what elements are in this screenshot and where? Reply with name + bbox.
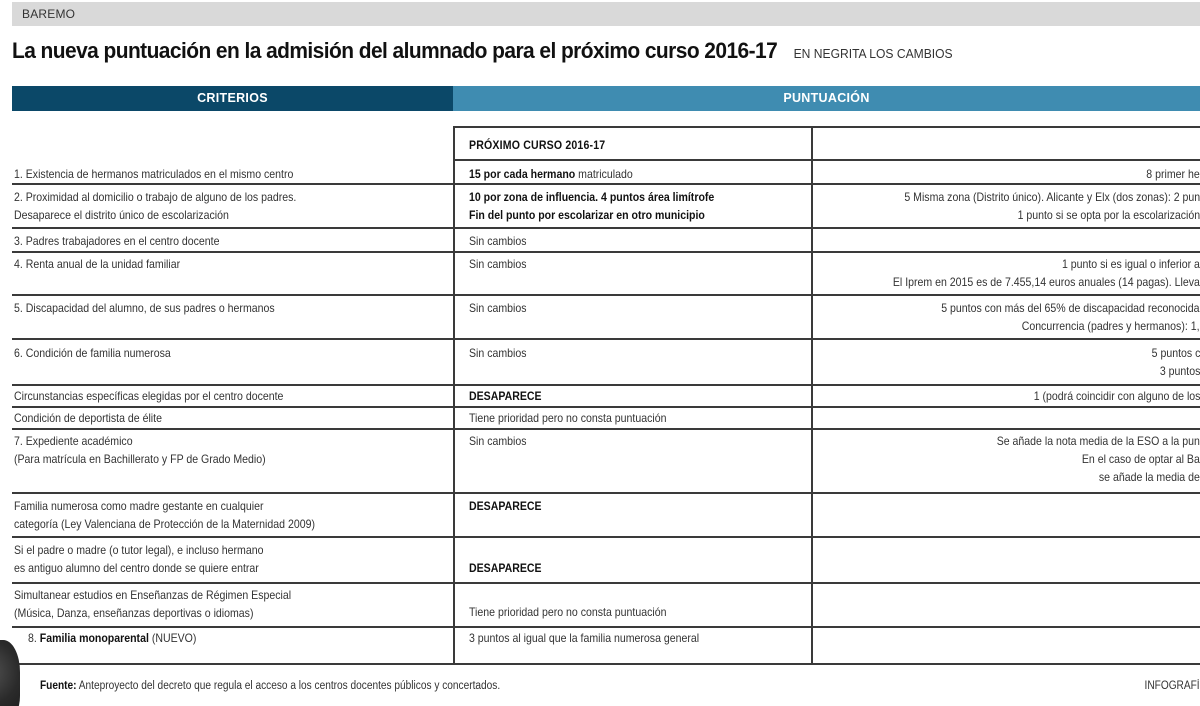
criterio-cell: 4. Renta anual de la unidad familiar	[14, 257, 181, 271]
row-divider	[12, 492, 1200, 494]
proximo-cell: Sin cambios	[469, 257, 527, 271]
criterio-cell: Condición de deportista de élite	[14, 411, 162, 425]
criterio-cell: 6. Condición de familia numerosa	[14, 346, 171, 360]
actual-cell: 8 primer he	[1146, 167, 1200, 181]
row-divider	[12, 428, 1200, 430]
headline-title: La nueva puntuación en la admisión del alumnado para el próximo curso 2016-17	[12, 38, 778, 63]
proximo-cell: DESAPARECE	[469, 499, 542, 513]
row-divider	[12, 251, 1200, 253]
row-divider	[12, 582, 1200, 584]
row-divider	[12, 384, 1200, 386]
actual-cell: 5 puntos con más del 65% de discapacidad reconocida Concurrencia (padres y hermanos): 1,	[941, 301, 1200, 333]
headline-note: EN NEGRITA LOS CAMBIOS	[793, 46, 953, 61]
proximo-cell: Sin cambios	[469, 301, 527, 315]
criterio-cell: 2. Proximidad al domicilio o trabajo de alguno de los padres. Desaparece el distrito único de escolarización	[14, 190, 297, 222]
row-divider	[12, 338, 1200, 340]
proximo-cell: Tiene prioridad pero no consta puntuación	[469, 411, 667, 425]
proximo-cell: Sin cambios	[469, 346, 527, 360]
criterio-cell: Simultanear estudios en Enseñanzas de Régimen Especial (Música, Danza, enseñanzas deportivas o idiomas)	[14, 588, 292, 620]
actual-cell: 5 Misma zona (Distrito único). Alicante y Elx (dos zonas): 2 pun 1 punto si se opta por la escolarización	[904, 190, 1200, 222]
proximo-cell: DESAPARECE	[469, 561, 542, 575]
section-kicker: BAREMO	[12, 2, 1200, 26]
proximo-cell: 3 puntos al igual que la familia numerosa general	[469, 631, 700, 645]
criterio-cell: 1. Existencia de hermanos matriculados en el mismo centro	[14, 167, 294, 181]
criterio-cell: 8. Familia monoparental (NUEVO)	[28, 631, 197, 645]
criterio-cell: Si el padre o madre (o tutor legal), e incluso hermano es antiguo alumno del centro donde se quiere entrar	[14, 543, 264, 575]
actual-cell: 1 (podrá coincidir con alguno de los	[1033, 389, 1200, 403]
row-divider	[12, 294, 1200, 296]
row-divider	[453, 159, 1200, 161]
proximo-cell: Sin cambios	[469, 434, 527, 448]
criterio-cell: Familia numerosa como madre gestante en cualquier categoría (Ley Valenciana de Protección de la Maternidad 2009)	[14, 499, 315, 531]
row-divider	[12, 406, 1200, 408]
proximo-cell: 10 por zona de influencia. 4 puntos área limítrofe Fin del punto por escolarizar en otro municipio	[469, 190, 715, 222]
row-divider	[12, 183, 1200, 185]
table-border-bottom	[12, 663, 1200, 665]
actual-cell: 5 puntos c 3 puntos	[1151, 346, 1200, 378]
proximo-cell: Tiene prioridad pero no consta puntuación	[469, 605, 667, 619]
table-border-top	[453, 126, 1200, 128]
proximo-cell: Sin cambios	[469, 234, 527, 248]
proximo-cell: 15 por cada hermano matriculado	[469, 167, 633, 181]
actual-cell: 1 punto si es igual o inferior a El Iprem en 2015 es de 7.455,14 euros anuales (14 pagas). Lleva	[892, 257, 1200, 289]
proximo-cell: DESAPARECE	[469, 389, 542, 403]
column-divider	[811, 126, 813, 665]
infographic-credit: INFOGRAFÍ	[1144, 680, 1200, 692]
column-header-puntuacion: PUNTUACIÓN	[453, 86, 1200, 111]
criterio-cell: Circunstancias específicas elegidas por el centro docente	[14, 389, 284, 403]
criterio-cell: 3. Padres trabajadores en el centro docente	[14, 234, 220, 248]
column-divider	[453, 126, 455, 665]
row-divider	[12, 227, 1200, 229]
actual-cell: Se añade la nota media de la ESO a la pun En el caso de optar al Ba se añade la media de	[996, 434, 1200, 484]
row-divider	[12, 536, 1200, 538]
source-note: Fuente: Anteproyecto del decreto que regula el acceso a los centros docentes públicos y concertados.	[40, 680, 501, 692]
subheader-proximo-curso: PRÓXIMO CURSO 2016-17	[469, 138, 606, 152]
column-header-criterios: CRITERIOS	[12, 86, 453, 111]
criterio-cell: 7. Expediente académico (Para matrícula en Bachillerato y FP de Grado Medio)	[14, 434, 266, 466]
criterio-cell: 5. Discapacidad del alumno, de sus padres o hermanos	[14, 301, 275, 315]
row-divider	[12, 626, 1200, 628]
